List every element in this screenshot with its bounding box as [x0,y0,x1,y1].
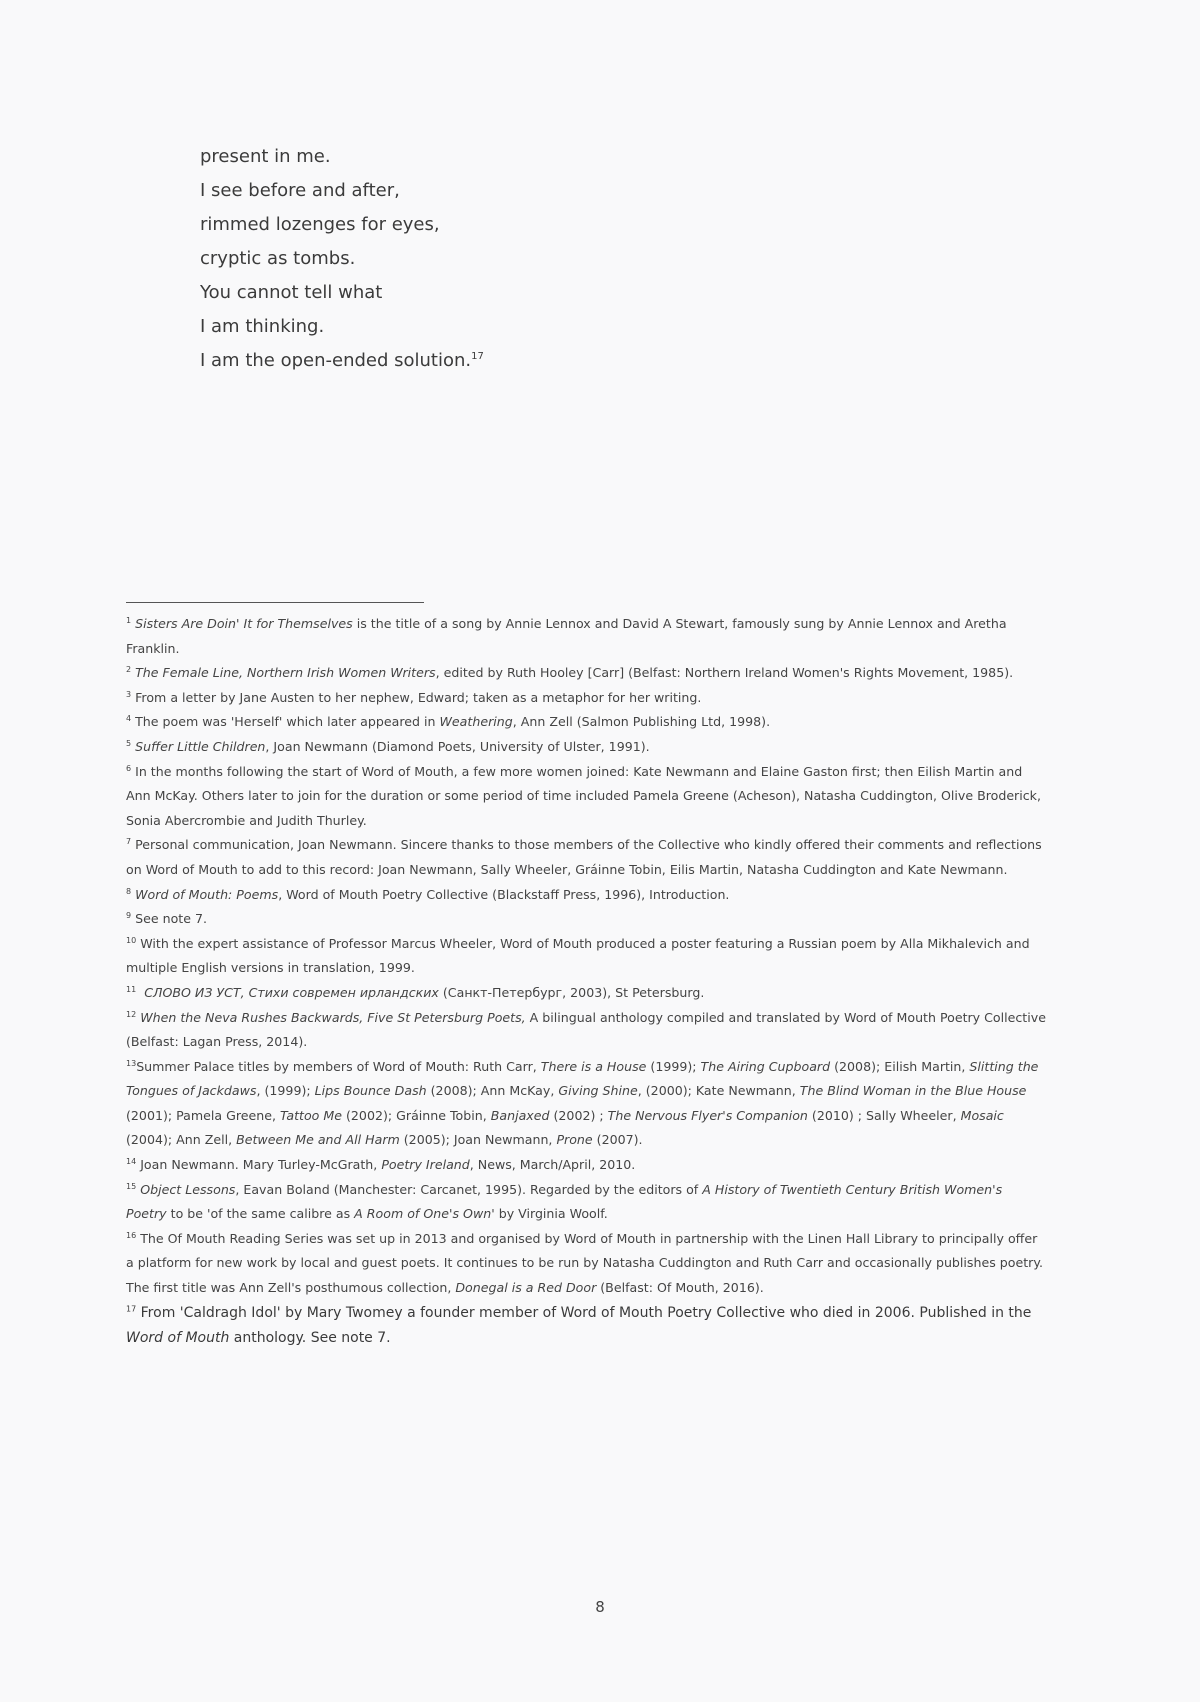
footnote-text: From 'Caldragh Idol' by Mary Twomey a founder member of Word of Mouth Poetry Collective who died in 2006. Published in the [140,1304,1032,1321]
footnote-text: ' by Virginia Woolf. [491,1206,608,1222]
footnote-number: 13 [126,1058,137,1068]
footnote-text: (Санкт-Петербург, 2003), St Petersburg. [438,984,705,1000]
work-title: Banjaxed [490,1107,550,1123]
footnote-text: (2005); Joan Newmann, [399,1132,557,1148]
work-title: Lips Bounce Dash [314,1083,427,1099]
footnote-text: anthology. See note 7. [229,1329,391,1346]
work-title: Sisters Are Doin' It for Themselves [135,616,353,631]
footnote-11 [126,981,1046,1006]
work-title: Tattoo Me [280,1107,342,1123]
footnote-text: , Word of Mouth Poetry Collective (Blackstaff Press, 1996), Introduction. [278,886,730,902]
footnote-10 [126,932,1046,981]
poem-line: I see before and after, [200,180,400,201]
work-title: A History of Twentieth Century British Women's Poetry [126,1181,1003,1222]
work-title: Prone [556,1132,593,1148]
poem-line-text: I am the open-ended solution. [200,350,472,371]
poem-line: cryptic as tombs. [200,248,356,269]
footnote-1 [126,612,1046,661]
footnote-text: The poem was 'Herself' which later appeared in [135,714,440,730]
work-title: Giving Shine [558,1083,638,1099]
footnote-text: (2001); Pamela Greene, [126,1107,280,1123]
footnote-text: , Ann Zell (Salmon Publishing Ltd, 1998). [512,714,771,730]
footnote-text: The Of Mouth Reading Series was set up in 2013 and organised by Word of Mouth in partnership with the Linen Hall Library to principally offer a platform for new work by local and guest poets. It continues to be run by Natasha Cuddington and Ruth Carr and occasionally publishes poetry. The first title was Ann Zell's posthumous collection, [126,1230,1043,1296]
footnote-number: 7 [126,837,132,847]
work-title: Between Me and All Harm [236,1132,400,1148]
footnote-4 [126,710,1046,735]
work-title: Suffer Little Children [135,738,266,754]
footnote-number: 8 [126,886,132,896]
footnote-number: 6 [126,763,132,773]
work-title: Mosaic [960,1107,1004,1123]
footnote-text: (2004); Ann Zell, [126,1132,237,1148]
footnote-text: Joan Newmann. Mary Turley-McGrath, [140,1157,382,1173]
work-title: Word of Mouth: Poems [135,886,279,902]
work-title: Object Lessons [140,1181,236,1197]
footnote-number: 17 [126,1303,137,1313]
footnote-text: (2002) ; [549,1107,608,1123]
footnote-text: (2008); Eilish Martin, [830,1058,970,1074]
footnote-number: 5 [126,738,132,748]
footnote-number: 11 [126,984,137,994]
work-title: The Airing Cupboard [700,1058,831,1074]
footnote-number: 12 [126,1009,137,1019]
footnote-13 [126,1055,1046,1153]
footnote-number: 3 [126,689,132,699]
footnote-text: (2008); Ann McKay, [426,1083,559,1099]
footnote-text: , (2000); Kate Newmann, [637,1083,800,1099]
poem-line-last [200,344,900,378]
work-title: Word of Mouth [126,1329,230,1346]
footnote-text: A bilingual anthology compiled and translated by Word of Mouth Poetry Collective (Belfast: Lagan Press, 2014). [126,1009,1046,1050]
footnote-text: Personal communication, Joan Newmann. Sincere thanks to those members of the Collective who kindly offered their comments and reflections on Word of Mouth to add to this record: Joan Newmann, Sally Wheeler, Gráinne Tobin, Eilis Martin, Natasha Cuddington and Kate Newmann. [126,837,1042,877]
footnote-9 [126,907,1046,932]
footnote-text: (2002); Gráinne Tobin, [342,1107,491,1123]
footnote-7 [126,833,1046,882]
footnote-text: , Eavan Boland (Manchester: Carcanet, 1995). Regarded by the editors of [235,1181,703,1197]
footnote-number: 2 [126,665,132,674]
footnote-text: , Joan Newmann (Diamond Poets, University of Ulster, 1991). [265,738,650,754]
footnote-number: 9 [126,910,132,920]
footnote-number: 4 [126,714,132,724]
footnote-16 [126,1227,1046,1301]
footnote-12 [126,1006,1046,1055]
work-title: When the Neva Rushes Backwards, Five St Petersburg Poets, [140,1009,526,1025]
work-title: A Room of One's Own [354,1206,492,1222]
poem-line: You cannot tell what [200,282,383,303]
work-title: Poetry Ireland [381,1157,470,1173]
footnote-text: is the title of a song by Annie Lennox and David A Stewart, famously sung by Annie Lennox and Aretha Franklin. [126,616,1007,656]
work-title: Weathering [439,714,513,730]
footnote-text: , edited by Ruth Hooley [Carr] (Belfast: Northern Ireland Women's Rights Movement, 1985). [435,665,1014,681]
footnote-ref: 17 [471,351,484,362]
poem-line: present in me. [200,146,331,167]
footnote-separator [126,602,424,603]
work-title: Slitting the Tongues of Jackdaws [126,1058,1039,1099]
work-title: СЛОВО ИЗ УСТ, Стихи современ ирландских [144,984,439,1000]
footnote-text: From a letter by Jane Austen to her nephew, Edward; taken as a metaphor for her writing. [135,689,702,705]
footnote-number: 16 [126,1230,137,1240]
footnote-text: With the expert assistance of Professor Marcus Wheeler, Word of Mouth produced a poster featuring a Russian poem by Alla Mikhalevich and multiple English versions in translation, 1999. [126,935,1030,976]
page-number: 8 [595,1598,605,1616]
footnote-text: , (1999); [256,1083,315,1099]
footnote-text: See note 7. [135,911,207,927]
footnote-3 [126,686,1046,711]
poem-line: I am thinking. [200,316,325,337]
footnote-number: 1 [126,615,132,625]
footnote-number: 10 [126,935,137,945]
footnote-text: (1999); [646,1058,701,1074]
footnote-text: Summer Palace titles by members of Word of Mouth: Ruth Carr, [136,1058,541,1074]
footnote-text: (Belfast: Of Mouth, 2016). [596,1280,764,1296]
work-title: The Female Line, Northern Irish Women Writers [135,665,436,681]
footnote-2 [126,661,1046,686]
footnote-number: 14 [126,1156,137,1166]
footnote-14 [126,1153,1046,1178]
work-title: Donegal is a Red Door [455,1280,597,1296]
work-title: The Blind Woman in the Blue House [799,1083,1027,1099]
footnote-5 [126,735,1046,760]
work-title: The Nervous Flyer's Companion [607,1107,808,1123]
work-title: There is a House [540,1058,647,1074]
footnote-text: , News, March/April, 2010. [469,1157,636,1173]
footnote-17 [126,1301,1046,1351]
footnote-text: In the months following the start of Word of Mouth, a few more women joined: Kate Newmann and Elaine Gaston first; then Eilish Martin and Ann McKay. Others later to join for the duration or some period of time included Pamela Greene (Acheson), Natasha Cuddington, Olive Broderick, Sonia Abercrombie and Judith Thurley. [126,763,1041,828]
footnote-15 [126,1178,1046,1227]
footnote-8 [126,883,1046,908]
footnote-number: 15 [126,1181,137,1191]
footnote-text: (2007). [592,1132,643,1148]
poem-line: rimmed lozenges for eyes, [200,214,440,235]
footnote-text: to be 'of the same calibre as [166,1206,355,1222]
poem-excerpt [200,140,900,378]
footnotes [126,612,1046,1351]
footnote-6 [126,760,1046,834]
footnote-text: (2010) ; Sally Wheeler, [807,1107,961,1123]
